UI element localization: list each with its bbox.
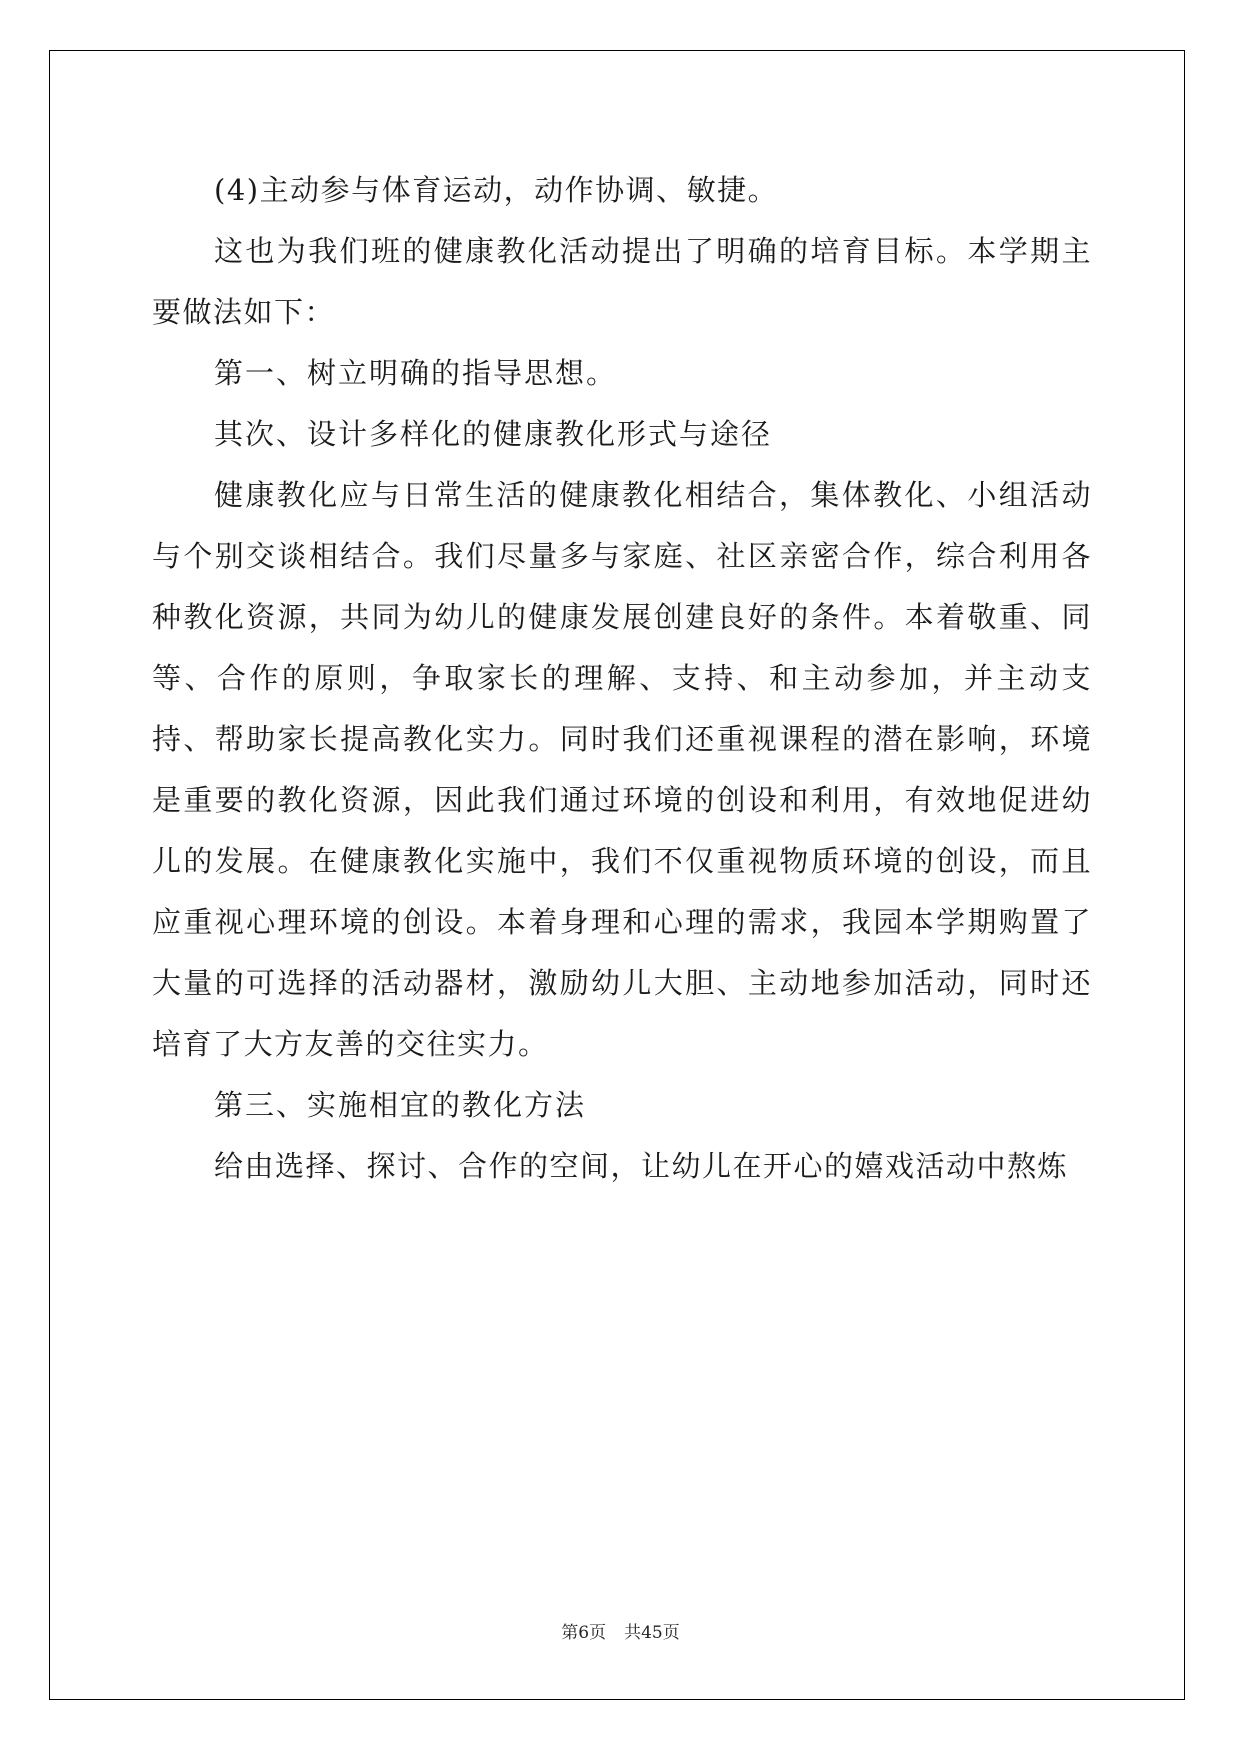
- paragraph-second-point: 其次、设计多样化的健康教化形式与途径: [214, 417, 773, 451]
- page-number: 第6页: [561, 1623, 607, 1643]
- paragraph-health-education: 健康教化应与日常生活的健康教化相结合，集体教化、小组活动与个别交谈相结合。我们尽量多与家庭、社区亲密合作，综合利用各种教化资源，共同为幼儿的健康发展创建良好的条件。本着敬重、同等、合作的原则，争取家长的理解、支持、和主动参加，并主动支持、帮助家长提高教化实力。同时我们还重视课程的潜在影响，环境是重要的教化资源，因此我们通过环境的创设和利用，有效地促进幼儿的发展。在健康教化实施中，我们不仅重视物质环境的创设，而且应重视心理环境的创设。本着身理和心理的需求，我园本学期购置了大量的可选择的活动器材，激励幼儿大胆、主动地参加活动，同时还培育了大方友善的交往实力。: [152, 478, 1092, 1061]
- page-total: 共45页: [624, 1623, 680, 1643]
- document-body: [152, 160, 1092, 1197]
- paragraph-first-point: 第一、树立明确的指导思想。: [214, 356, 618, 390]
- paragraph-semester-approach: 这也为我们班的健康教化活动提出了明确的培育目标。本学期主要做法如下：: [152, 234, 1092, 329]
- paragraph-activity-goal: (4)主动参与体育运动，动作协调、敏捷。: [214, 173, 779, 207]
- page-footer: [0, 1618, 1241, 1643]
- paragraph-method: 给由选择、探讨、合作的空间，让幼儿在开心的嬉戏活动中熬炼: [214, 1149, 1069, 1183]
- paragraph-third-point: 第三、实施相宜的教化方法: [214, 1088, 587, 1122]
